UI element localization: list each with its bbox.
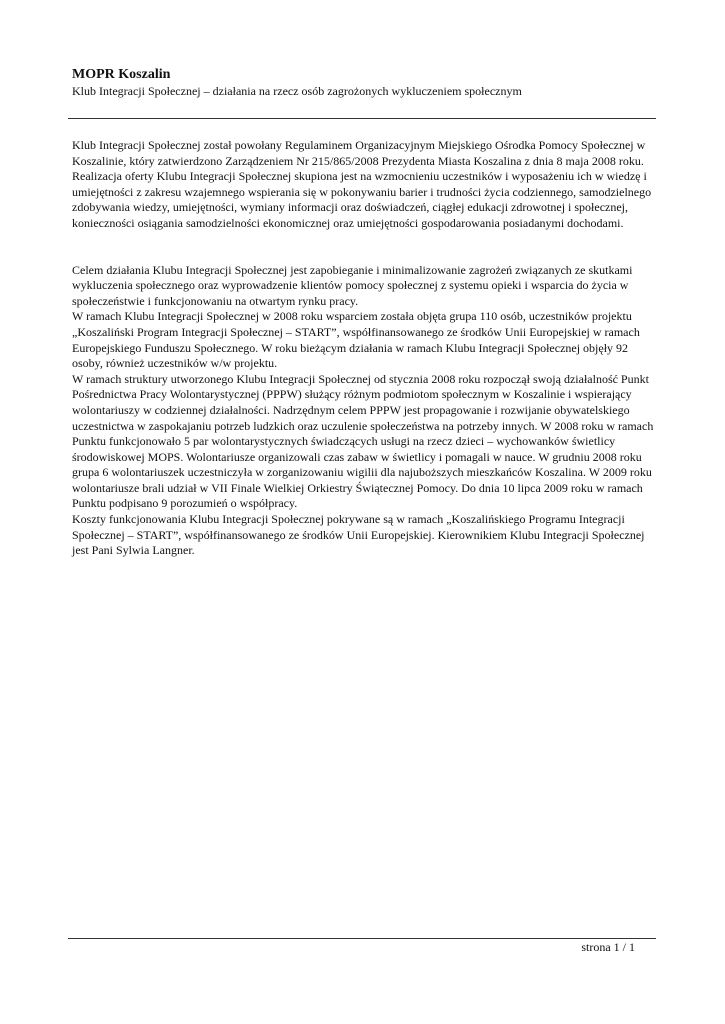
footer-divider [68,938,656,939]
paragraph-2008-support: W ramach Klubu Integracji Społecznej w 2008 roku wsparciem została objęta grupa 110 osób, uczestników projektu „Koszaliński Program Integracji Społecznej – START”, współfinansowanego ze środków Unii Europejskiej w ramach Europejskiego Funduszu Społecznego. W roku bieżącym działania w ramach Klubu Integracji Społecznej objęły 92 osoby, również uczestników w/w projektu. [72,309,640,371]
paragraph-pppw: W ramach struktury utworzonego Klubu Integracji Społecznej od stycznia 2008 roku rozpoczął swoją działalność Punkt Pośrednictwa Pracy Wolontarystycznej (PPPW) służący różnym podmiotom społecznym w Koszalinie i wspierający wolontariuszy w codziennej działalności. Nadrzędnym celem PPPW jest propagowanie i rozwijanie obywatelskiego uczestnictwa w zaspokajaniu potrzeb ludzkich oraz uczulenie społeczeństwa na potrzeby innych. W 2008 roku w ramach Punktu funkcjonowało 5 par wolontarystycznych świadczących usługi na rzecz dzieci – wychowanków świetlicy środowiskowej MOPS. Wolontariusze organizowali czas zabaw w świetlicy i pomagali w nauce. W grudniu 2008 roku grupa 6 wolontariuszek uczestniczyła w zorganizowaniu wigilii dla najuboższych mieszkańców Koszalina. W 2009 roku wolontariusze brali udział w VII Finale Wielkiej Orkiestry Świątecznej Pomocy. Do dnia 10 lipca 2009 roku w ramach Punktu podpisano 9 porozumień o współpracy. [72,371,654,511]
paragraph-spacer [72,232,660,263]
document-body [72,138,660,559]
paragraph-goal: Celem działania Klubu Integracji Społecznej jest zapobieganie i minimalizowanie zagrożeń związanych ze skutkami wykluczenia społecznego oraz wyprowadzenie klientów pomocy społecznej z systemu opieki i wsparcia do życia w społeczeństwie i funkcjonowaniu na otwartym rynku pracy. [72,262,633,308]
document-subtitle: Klub Integracji Społecznej – działania na rzecz osób zagrożonych wykluczeniem społecznym [72,84,522,98]
header-divider [68,118,656,119]
org-name: MOPR Koszalin [72,67,171,82]
page-number: strona 1 / 1 [581,940,635,954]
paragraph-funding: Koszty funkcjonowania Klubu Integracji Społecznej pokrywane są w ramach „Koszalińskiego Programu Integracji Społecznej – START”, współfinansowanego ze środków Unii Europejskiej. Kierownikiem Klubu Integracji Społecznej jest Pani Sylwia Langner. [72,512,645,558]
paragraph-intro: Klub Integracji Społecznej został powołany Regulaminem Organizacyjnym Miejskiego Ośrodka Pomocy Społecznej w Koszalinie, który zatwierdzono Zarządzeniem Nr 215/865/2008 Prezydenta Miasta Koszalina z dnia 8 maja 2008 roku. Realizacja oferty Klubu Integracji Społecznej skupiona jest na wzmocnieniu uczestników i wyposażeniu ich w wiedzę i umiejętności z zakresu wzajemnego wspierania się w pokonywaniu barier i trudności życia codziennego, samodzielnego zdobywania wiedzy, umiejętności, wymiany informacji oraz doświadczeń, ciągłej edukacji zdrowotnej i społecznej, konieczności osiągania samodzielności ekonomicznej oraz umiejętności gospodarowania posiadanymi dochodami. [72,138,652,230]
document-header [72,66,662,99]
